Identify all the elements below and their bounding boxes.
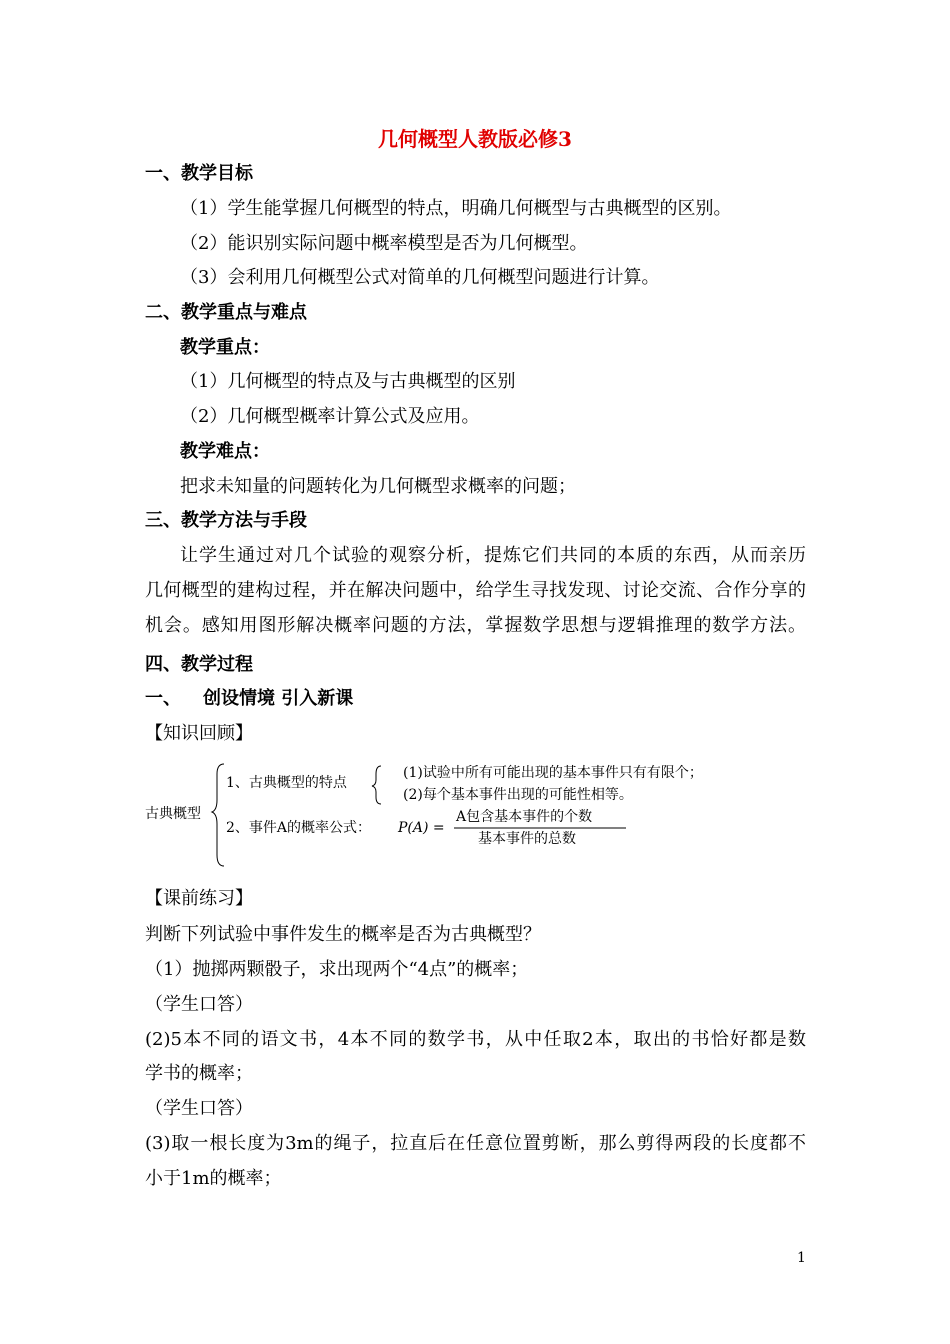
diagram-root-label: 古典概型 xyxy=(145,806,201,822)
goal-item-3: （3）会利用几何概型公式对简单的几何概型问题进行计算。 xyxy=(180,267,660,288)
key-points-label: 教学重点： xyxy=(180,337,270,358)
diagram-item-1-sub-1: (1)试验中所有可能出现的基本事件只有有限个； xyxy=(403,765,703,781)
practice-line-4: 学书的概率； xyxy=(145,1063,253,1084)
methods-paragraph-line-1: 让学生通过对几个试验的观察分析，提炼它们共同的本质的东西，从而亲历 xyxy=(180,545,806,566)
goal-item-1: （1）学生能掌握几何概型的特点，明确几何概型与古典概型的区别。 xyxy=(180,198,732,219)
knowledge-review-label: 【知识回顾】 xyxy=(145,723,253,744)
subsection-number: 一、 xyxy=(145,688,181,709)
practice-line-7: 小于1m的概率； xyxy=(145,1168,282,1189)
difficulty-text: 把求未知量的问题转化为几何概型求概率的问题； xyxy=(180,476,576,497)
subsection-title: 创设情境 引入新课 xyxy=(203,688,354,709)
section-heading-process: 四、教学过程 xyxy=(145,654,253,675)
methods-paragraph-line-3: 机会。感知用图形解决概率问题的方法，掌握数学思想与逻辑推理的数学方法。 xyxy=(145,615,806,636)
page-number: 1 xyxy=(797,1250,806,1266)
practice-line-3: (2)5本不同的语文书，4本不同的数学书，从中任取2本，取出的书恰好都是数 xyxy=(145,1029,806,1050)
formula-lhs: P(A) = xyxy=(398,820,445,836)
diagram-item-1-sub-2: (2)每个基本事件出现的可能性相等。 xyxy=(403,787,633,803)
practice-line-2: （学生口答） xyxy=(145,994,253,1015)
key-point-item-2: （2）几何概型概率计算公式及应用。 xyxy=(180,406,480,427)
document-title: 几何概型人教版必修3 xyxy=(378,127,572,151)
formula-numerator: A包含基本事件的个数 xyxy=(456,809,593,825)
practice-line-5: （学生口答） xyxy=(145,1098,253,1119)
section-heading-goals: 一、教学目标 xyxy=(145,163,253,184)
goal-item-2: （2）能识别实际问题中概率模型是否为几何概型。 xyxy=(180,233,588,254)
diagram-item-2: 2、事件A的概率公式： xyxy=(226,820,372,836)
section-heading-key-points: 二、教学重点与难点 xyxy=(145,302,307,323)
diagram-item-1: 1、古典概型的特点 xyxy=(226,775,347,791)
difficulty-label: 教学难点： xyxy=(180,441,270,462)
pre-class-practice-label: 【课前练习】 xyxy=(145,888,253,909)
section-heading-methods: 三、教学方法与手段 xyxy=(145,510,307,531)
practice-question: 判断下列试验中事件发生的概率是否为古典概型？ xyxy=(145,924,541,945)
formula-denominator: 基本事件的总数 xyxy=(478,831,576,847)
practice-line-1: （1）抛掷两颗骰子，求出现两个“4点”的概率； xyxy=(145,959,529,980)
practice-line-6: (3)取一根长度为3m的绳子，拉直后在任意位置剪断，那么剪得两段的长度都不 xyxy=(145,1133,806,1154)
methods-paragraph-line-2: 几何概型的建构过程，并在解决问题中，给学生寻找发现、讨论交流、合作分享的 xyxy=(145,580,806,601)
key-point-item-1: （1）几何概型的特点及与古典概型的区别 xyxy=(180,371,516,392)
